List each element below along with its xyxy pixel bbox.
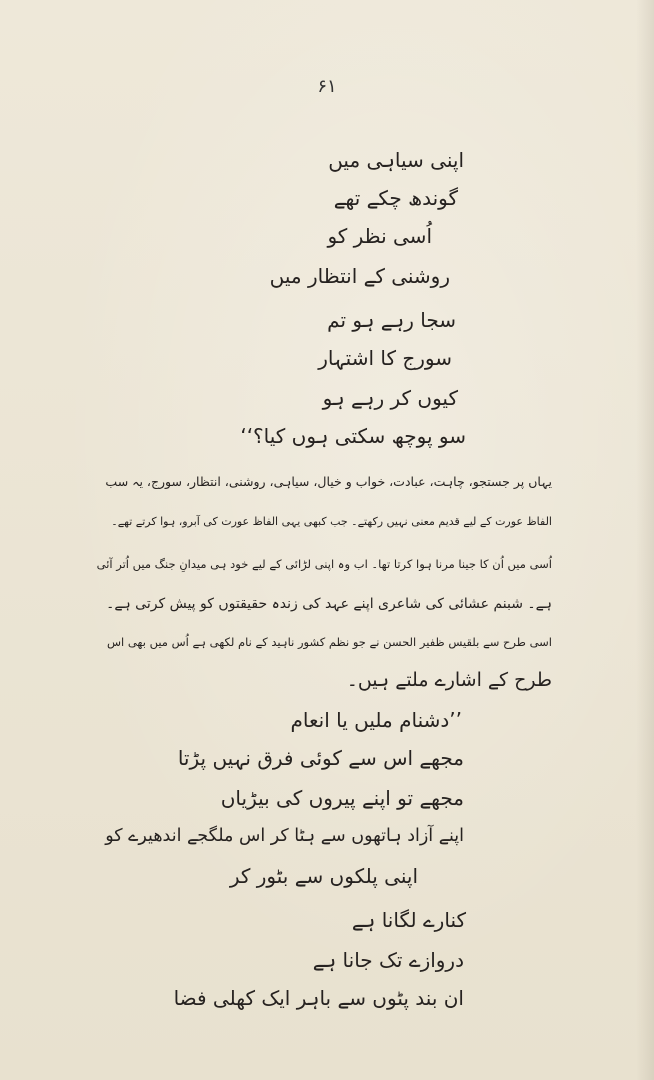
poem1-line: اُسی نظر کو: [327, 224, 432, 248]
poem1-line: روشنی کے انتظار میں: [269, 264, 450, 288]
paragraph-line: الفاظ عورت کے لیے قدیم معنی نہیں رکھتے۔ جب کبھی یہی الفاظ عورت کی آبرو، ہوا کرتے تھے۔: [111, 515, 552, 528]
poem1-line: سو پوچھ سکتی ہوں کیا؟‘‘: [240, 424, 466, 448]
paragraph-line: ہے۔ شبنم عشائی کی شاعری اپنے عہد کی زندہ حقیقتوں کو پیش کرتی ہے۔: [106, 596, 552, 612]
poem2-line: اپنی پلکوں سے بٹور کر: [229, 864, 418, 888]
poem2-line: اپنے آزاد ہاتھوں سے ہٹا کر اس ملگجے اندھیرے کو: [105, 826, 464, 846]
poem2-line: مجھے تو اپنے پیروں کی بیڑیاں: [220, 786, 464, 810]
poem2-line: کنارے لگانا ہے: [351, 908, 466, 932]
paragraph-line: اُسی میں اُن کا جینا مرنا ہوا کرتا تھا۔ اب وہ اپنی لڑائی کے لیے خود ہی میدانِ جنگ میں اُتر آئی: [96, 557, 552, 571]
poem1-line: سجا رہے ہو تم: [327, 308, 456, 332]
page-number: ۶۱: [317, 76, 337, 97]
poem1-line: سورج کا اشتہار: [318, 346, 452, 370]
poem1-line: کیوں کر رہے ہو: [322, 386, 458, 410]
poem1-line: گوندھ چکے تھے: [333, 186, 458, 210]
paragraph-line: یہاں پر جستجو، چاہت، عبادت، خواب و خیال، سیاہی، روشنی، انتظار، سورج، یہ سب: [105, 474, 552, 489]
page-edge-shadow: [636, 0, 654, 1080]
poem2-line: ان بند پٹوں سے باہر ایک کھلی فضا: [173, 986, 464, 1010]
poem2-line: مجھے اس سے کوئی فرق نہیں پڑتا: [177, 746, 464, 770]
poem2-line: دروازے تک جانا ہے: [312, 948, 464, 972]
paragraph-line: طرح کے اشارے ملتے ہیں۔: [346, 669, 552, 691]
poem1-line: اپنی سیاہی میں: [328, 148, 464, 172]
poem2-line: ’’دشنام ملیں یا انعام: [290, 708, 462, 732]
paragraph-line: اسی طرح سے بلقیس ظفیر الحسن نے جو نظم کشور ناہید کے نام لکھی ہے اُس میں بھی اس: [106, 635, 552, 649]
